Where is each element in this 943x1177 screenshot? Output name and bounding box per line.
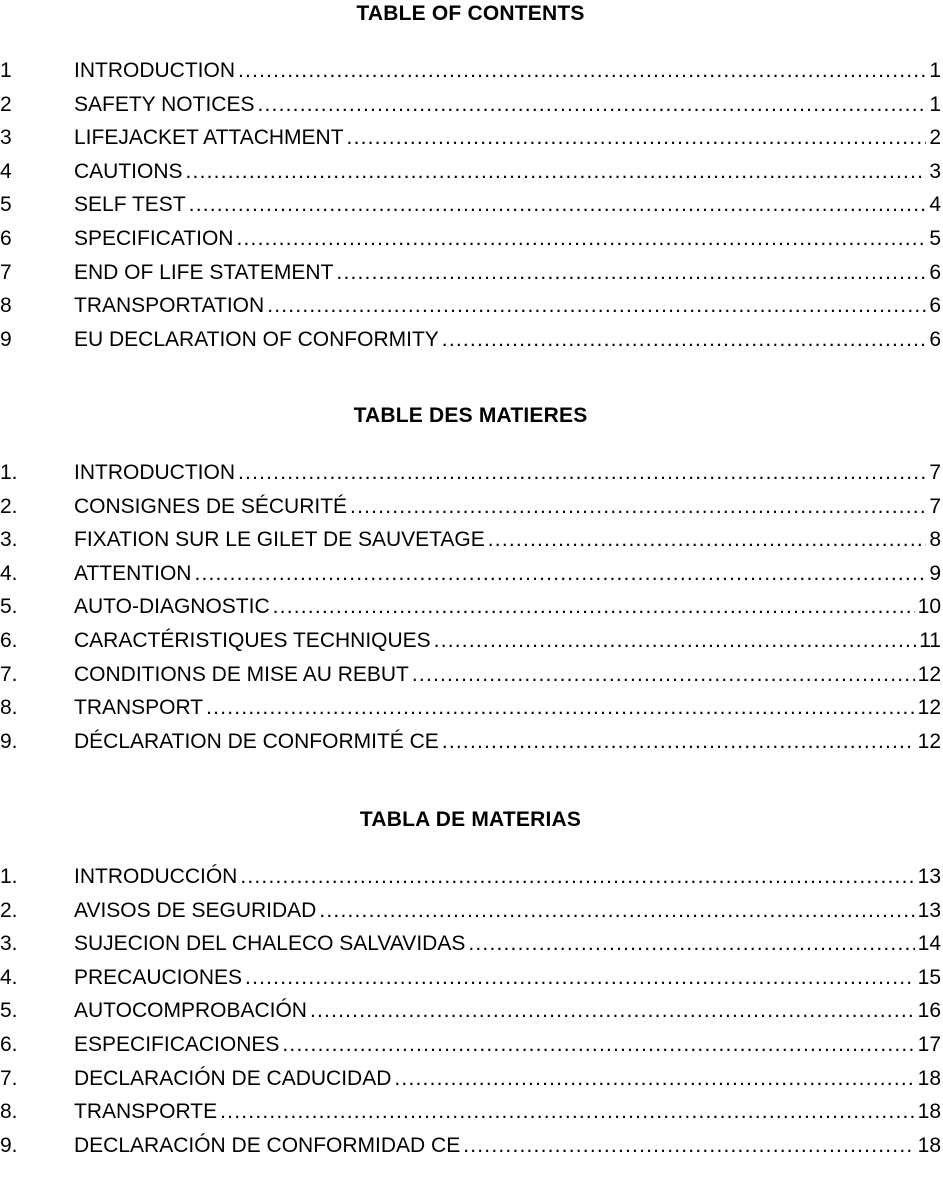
toc-entry-page: 3 [929, 159, 941, 183]
toc-entry-page: 16 [917, 999, 941, 1023]
toc-entry-page: 6 [929, 294, 941, 318]
toc-entry-number: 5. [0, 595, 18, 619]
toc-entry-number: 1 [0, 59, 12, 82]
toc-entry-title: INTRODUCTION [74, 461, 235, 484]
toc-entry[interactable] [0, 557, 941, 591]
toc-entry-title: INTRODUCCIÓN [74, 865, 238, 888]
toc-entry[interactable] [0, 590, 941, 624]
toc-entry-title: CARACTÉRISTIQUES TECHNIQUES [74, 628, 431, 652]
toc-entry-number: 3 [0, 126, 12, 150]
toc-heading-fr: TABLE DES MATIERES [353, 404, 588, 427]
toc-entry-title: SELF TEST [74, 193, 186, 217]
toc-entry-number: 2. [0, 898, 18, 922]
toc-entry[interactable] [0, 894, 941, 928]
toc-entry-page: 7 [929, 461, 941, 484]
toc-list-es [0, 860, 941, 1162]
dot-leader [434, 624, 917, 658]
toc-entry-number: 6. [0, 628, 18, 652]
toc-section-en [0, 0, 941, 356]
toc-entry-number: 9. [0, 1133, 18, 1157]
dot-leader [336, 256, 926, 290]
toc-entry-title: ESPECIFICACIONES [74, 1032, 280, 1056]
toc-entry-title: CONSIGNES DE SÉCURITÉ [74, 494, 348, 518]
toc-section-fr [0, 402, 941, 758]
toc-entry-number: 7. [0, 662, 18, 686]
dot-leader [238, 54, 926, 88]
toc-entry-page: 18 [917, 1100, 941, 1124]
dot-leader [412, 658, 915, 692]
dot-leader [488, 523, 927, 557]
toc-list-en [0, 54, 941, 356]
toc-entry-page: 18 [917, 1066, 941, 1090]
dot-leader [267, 289, 926, 323]
toc-entry-title: AVISOS DE SEGURIDAD [74, 898, 317, 922]
toc-section-es [0, 806, 941, 1162]
toc-entry-page: 7 [929, 494, 941, 518]
toc-entry-page: 8 [929, 528, 941, 552]
toc-entry-title: TRANSPORTATION [74, 294, 265, 318]
dot-leader [350, 490, 926, 524]
toc-entry[interactable] [0, 1095, 941, 1129]
toc-entry-number: 9 [0, 327, 12, 351]
toc-entry-number: 6 [0, 226, 12, 250]
toc-entry[interactable] [0, 456, 941, 490]
toc-entry-number: 7 [0, 260, 12, 284]
toc-list-fr [0, 456, 941, 758]
toc-entry[interactable] [0, 188, 941, 222]
toc-entry-number: 4 [0, 159, 12, 183]
dot-leader [310, 994, 915, 1028]
toc-entry-page: 12 [917, 696, 941, 720]
toc-entry-title: AUTOCOMPROBACIÓN [74, 999, 307, 1023]
toc-entry[interactable] [0, 121, 941, 155]
toc-entry[interactable] [0, 691, 941, 725]
toc-entry-title: AUTO-DIAGNOSTIC [74, 595, 270, 619]
dot-leader [463, 1129, 914, 1163]
toc-entry-page: 1 [929, 59, 941, 82]
dot-leader [347, 121, 927, 155]
toc-entry-number: 8. [0, 1100, 18, 1124]
toc-entry[interactable] [0, 961, 941, 995]
toc-entry-number: 4. [0, 561, 18, 585]
toc-entry-title: SAFETY NOTICES [74, 92, 255, 116]
toc-entry-title: SPECIFICATION [74, 226, 234, 250]
toc-entry[interactable] [0, 860, 941, 894]
dot-leader [319, 894, 914, 928]
toc-entry-title: LIFEJACKET ATTACHMENT [74, 126, 344, 150]
toc-entry-number: 2 [0, 92, 12, 116]
toc-entry[interactable] [0, 523, 941, 557]
toc-entry-page: 2 [929, 126, 941, 150]
toc-entry[interactable] [0, 256, 941, 290]
toc-entry-title: PRECAUCIONES [74, 965, 243, 989]
toc-entry[interactable] [0, 155, 941, 189]
dot-leader [236, 222, 926, 256]
dot-leader [273, 590, 915, 624]
toc-entry-title: EU DECLARATION OF CONFORMITY [74, 327, 439, 351]
toc-entry-title: DÉCLARATION DE CONFORMITÉ CE [74, 729, 439, 753]
toc-entry-number: 8. [0, 696, 18, 720]
toc-entry[interactable] [0, 289, 941, 323]
toc-entry[interactable] [0, 490, 941, 524]
toc-entry-number: 4. [0, 965, 18, 989]
dot-leader [194, 557, 926, 591]
dot-leader [245, 961, 915, 995]
toc-entry-number: 8 [0, 294, 12, 318]
toc-heading-es: TABLA DE MATERIAS [359, 808, 582, 831]
toc-entry-page: 10 [917, 595, 941, 619]
toc-entry-page: 15 [917, 965, 941, 989]
toc-entry-page: 9 [929, 561, 941, 585]
toc-entry-page: 13 [917, 865, 941, 888]
toc-entry-title: CONDITIONS DE MISE AU REBUT [74, 662, 409, 686]
dot-leader [442, 323, 927, 357]
toc-entry-number: 6. [0, 1032, 18, 1056]
dot-leader [238, 456, 926, 490]
dot-leader [282, 1028, 914, 1062]
dot-leader [189, 188, 927, 222]
toc-entry[interactable] [0, 624, 941, 658]
dot-leader [206, 691, 915, 725]
toc-entry[interactable] [0, 1129, 941, 1163]
toc-entry-page: 1 [929, 92, 941, 116]
toc-entry-title: END OF LIFE STATEMENT [74, 260, 334, 284]
toc-entry-page: 6 [929, 327, 941, 351]
toc-entry[interactable] [0, 1028, 941, 1062]
toc-entry-number: 5. [0, 999, 18, 1023]
dot-leader [394, 1062, 914, 1096]
toc-entry-page: 6 [929, 260, 941, 284]
toc-entry-page: 14 [917, 932, 941, 956]
dot-leader [442, 725, 915, 759]
toc-entry-title: TRANSPORTE [74, 1100, 218, 1124]
toc-entry-number: 5 [0, 193, 12, 217]
toc-entry[interactable] [0, 1062, 941, 1096]
toc-entry-number: 9. [0, 729, 18, 753]
toc-entry-page: 11 [919, 628, 941, 652]
toc-entry[interactable] [0, 54, 941, 88]
toc-entry[interactable] [0, 88, 941, 122]
toc-entry[interactable] [0, 222, 941, 256]
dot-leader [468, 927, 914, 961]
toc-entry-title: INTRODUCTION [74, 59, 235, 82]
toc-entry-page: 4 [929, 193, 941, 217]
toc-entry-page: 13 [917, 898, 941, 922]
toc-entry-number: 3. [0, 932, 18, 956]
toc-entry-title: ATTENTION [74, 561, 192, 585]
toc-entry-page: 12 [917, 662, 941, 686]
toc-entry[interactable] [0, 658, 941, 692]
toc-entry-title: FIXATION SUR LE GILET DE SAUVETAGE [74, 528, 485, 552]
toc-entry-number: 1. [0, 461, 18, 484]
toc-entry[interactable] [0, 725, 941, 759]
toc-entry-number: 1. [0, 865, 18, 888]
toc-entry[interactable] [0, 323, 941, 357]
toc-heading-en: TABLE OF CONTENTS [356, 2, 585, 25]
toc-entry-title: DECLARACIÓN DE CONFORMIDAD CE [74, 1133, 461, 1157]
toc-entry-number: 2. [0, 494, 18, 518]
toc-entry-title: SUJECION DEL CHALECO SALVAVIDAS [74, 932, 466, 956]
toc-entry-page: 18 [917, 1133, 941, 1157]
toc-entry-title: DECLARACIÓN DE CADUCIDAD [74, 1066, 392, 1090]
toc-entry[interactable] [0, 994, 941, 1028]
toc-entry-page: 5 [929, 226, 941, 250]
toc-entry-page: 12 [917, 729, 941, 753]
toc-entry-title: CAUTIONS [74, 159, 183, 183]
dot-leader [257, 88, 926, 122]
toc-entry-number: 3. [0, 528, 18, 552]
dot-leader [186, 155, 927, 189]
toc-entry[interactable] [0, 927, 941, 961]
toc-entry-page: 17 [917, 1032, 941, 1056]
toc-entry-title: TRANSPORT [74, 696, 204, 720]
toc-entry-number: 7. [0, 1066, 18, 1090]
dot-leader [220, 1095, 915, 1129]
dot-leader [240, 860, 914, 894]
